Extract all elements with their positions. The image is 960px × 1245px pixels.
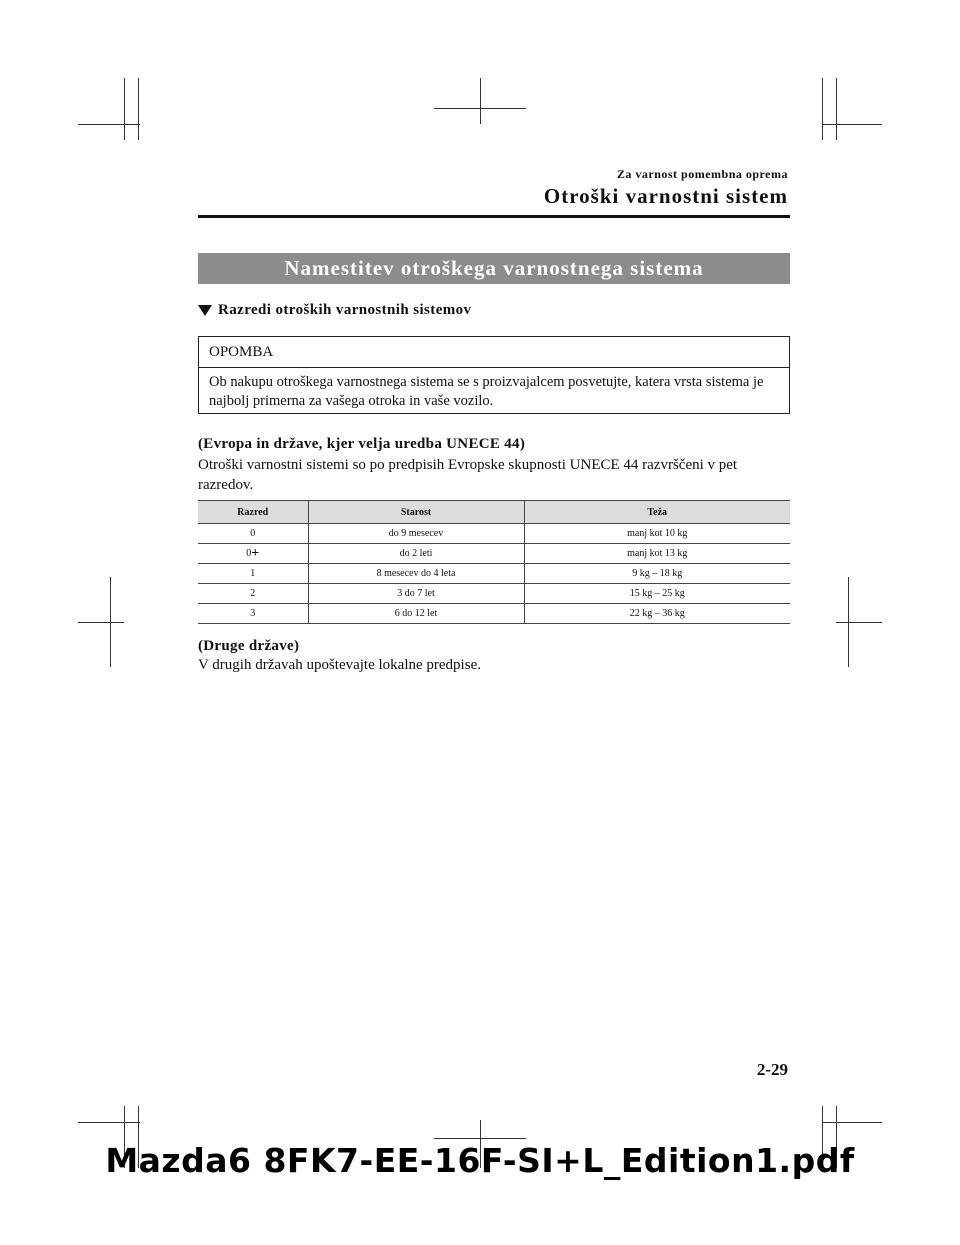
crop-mark <box>78 622 124 623</box>
document-filename: Mazda6 8FK7-EE-16F-SI+L_Edition1.pdf <box>105 1141 855 1180</box>
table-row <box>198 564 790 584</box>
chapter-title: Otroški varnostni sistem <box>543 184 788 208</box>
cell-age: do 2 leti <box>308 544 524 564</box>
cell-group: 0 <box>198 524 308 544</box>
crop-mark <box>138 78 139 140</box>
table-row <box>198 524 790 544</box>
crop-mark <box>822 1122 882 1123</box>
europe-text: Otroški varnostni sistemi so po predpisih Evropske skupnosti UNECE 44 razvrščeni v pet razredov. <box>198 457 738 493</box>
crop-mark <box>434 1138 526 1139</box>
crop-mark <box>78 1122 140 1123</box>
note-body: Ob nakupu otroškega varnostnega sistema se s proizvajalcem posvetujte, katera vrsta sistema je najbolj primerna za vašega otroka in vaše vozilo. <box>209 374 764 409</box>
cell-weight: manj kot 10 kg <box>524 524 790 544</box>
header-weight: Teža <box>524 501 790 524</box>
triangle-bullet-icon <box>198 305 212 316</box>
crop-mark <box>480 78 481 124</box>
cell-age: do 9 mesecev <box>308 524 524 544</box>
cell-group <box>198 544 308 564</box>
table-header-row <box>198 501 790 524</box>
section-title: Za varnost pomembna oprema <box>616 167 788 181</box>
header-age: Starost <box>308 501 524 524</box>
crop-mark <box>434 108 526 109</box>
header-rule <box>198 215 790 218</box>
table-row <box>198 604 790 624</box>
crop-mark <box>822 124 882 125</box>
cell-age: 3 do 7 let <box>308 584 524 604</box>
topic-banner: Namestitev otroškega varnostnega sistema <box>198 253 790 284</box>
europe-heading: (Evropa in države, kjer velja uredba UNECE 44) <box>198 436 526 452</box>
crop-mark <box>124 78 125 140</box>
cell-group: 3 <box>198 604 308 624</box>
group-table <box>198 500 790 624</box>
crop-mark <box>836 78 837 140</box>
table-row <box>198 544 790 564</box>
cell-group: 2 <box>198 584 308 604</box>
cell-weight: 22 kg – 36 kg <box>524 604 790 624</box>
crop-mark <box>836 622 882 623</box>
table-row <box>198 584 790 604</box>
note-title: OPOMBA <box>209 344 274 360</box>
page-number: 2-29 <box>756 1060 788 1079</box>
note-divider <box>199 367 789 368</box>
subheading <box>198 302 471 319</box>
cell-age: 6 do 12 let <box>308 604 524 624</box>
group-value: 0 <box>246 547 252 559</box>
cell-age: 8 mesecev do 4 leta <box>308 564 524 584</box>
header-group: Razred <box>198 501 308 524</box>
cell-weight: 9 kg – 18 kg <box>524 564 790 584</box>
cell-weight: 15 kg – 25 kg <box>524 584 790 604</box>
cell-group: 1 <box>198 564 308 584</box>
cell-weight: manj kot 13 kg <box>524 544 790 564</box>
crop-mark <box>822 78 823 140</box>
crop-mark <box>78 124 140 125</box>
note-box <box>198 336 790 414</box>
subheading-text: Razredi otroških varnostnih sistemov <box>218 302 472 318</box>
plus-icon: + <box>251 545 260 561</box>
other-heading: (Druge države) <box>198 638 300 654</box>
other-text: V drugih državah upoštevajte lokalne predpise. <box>198 657 481 673</box>
